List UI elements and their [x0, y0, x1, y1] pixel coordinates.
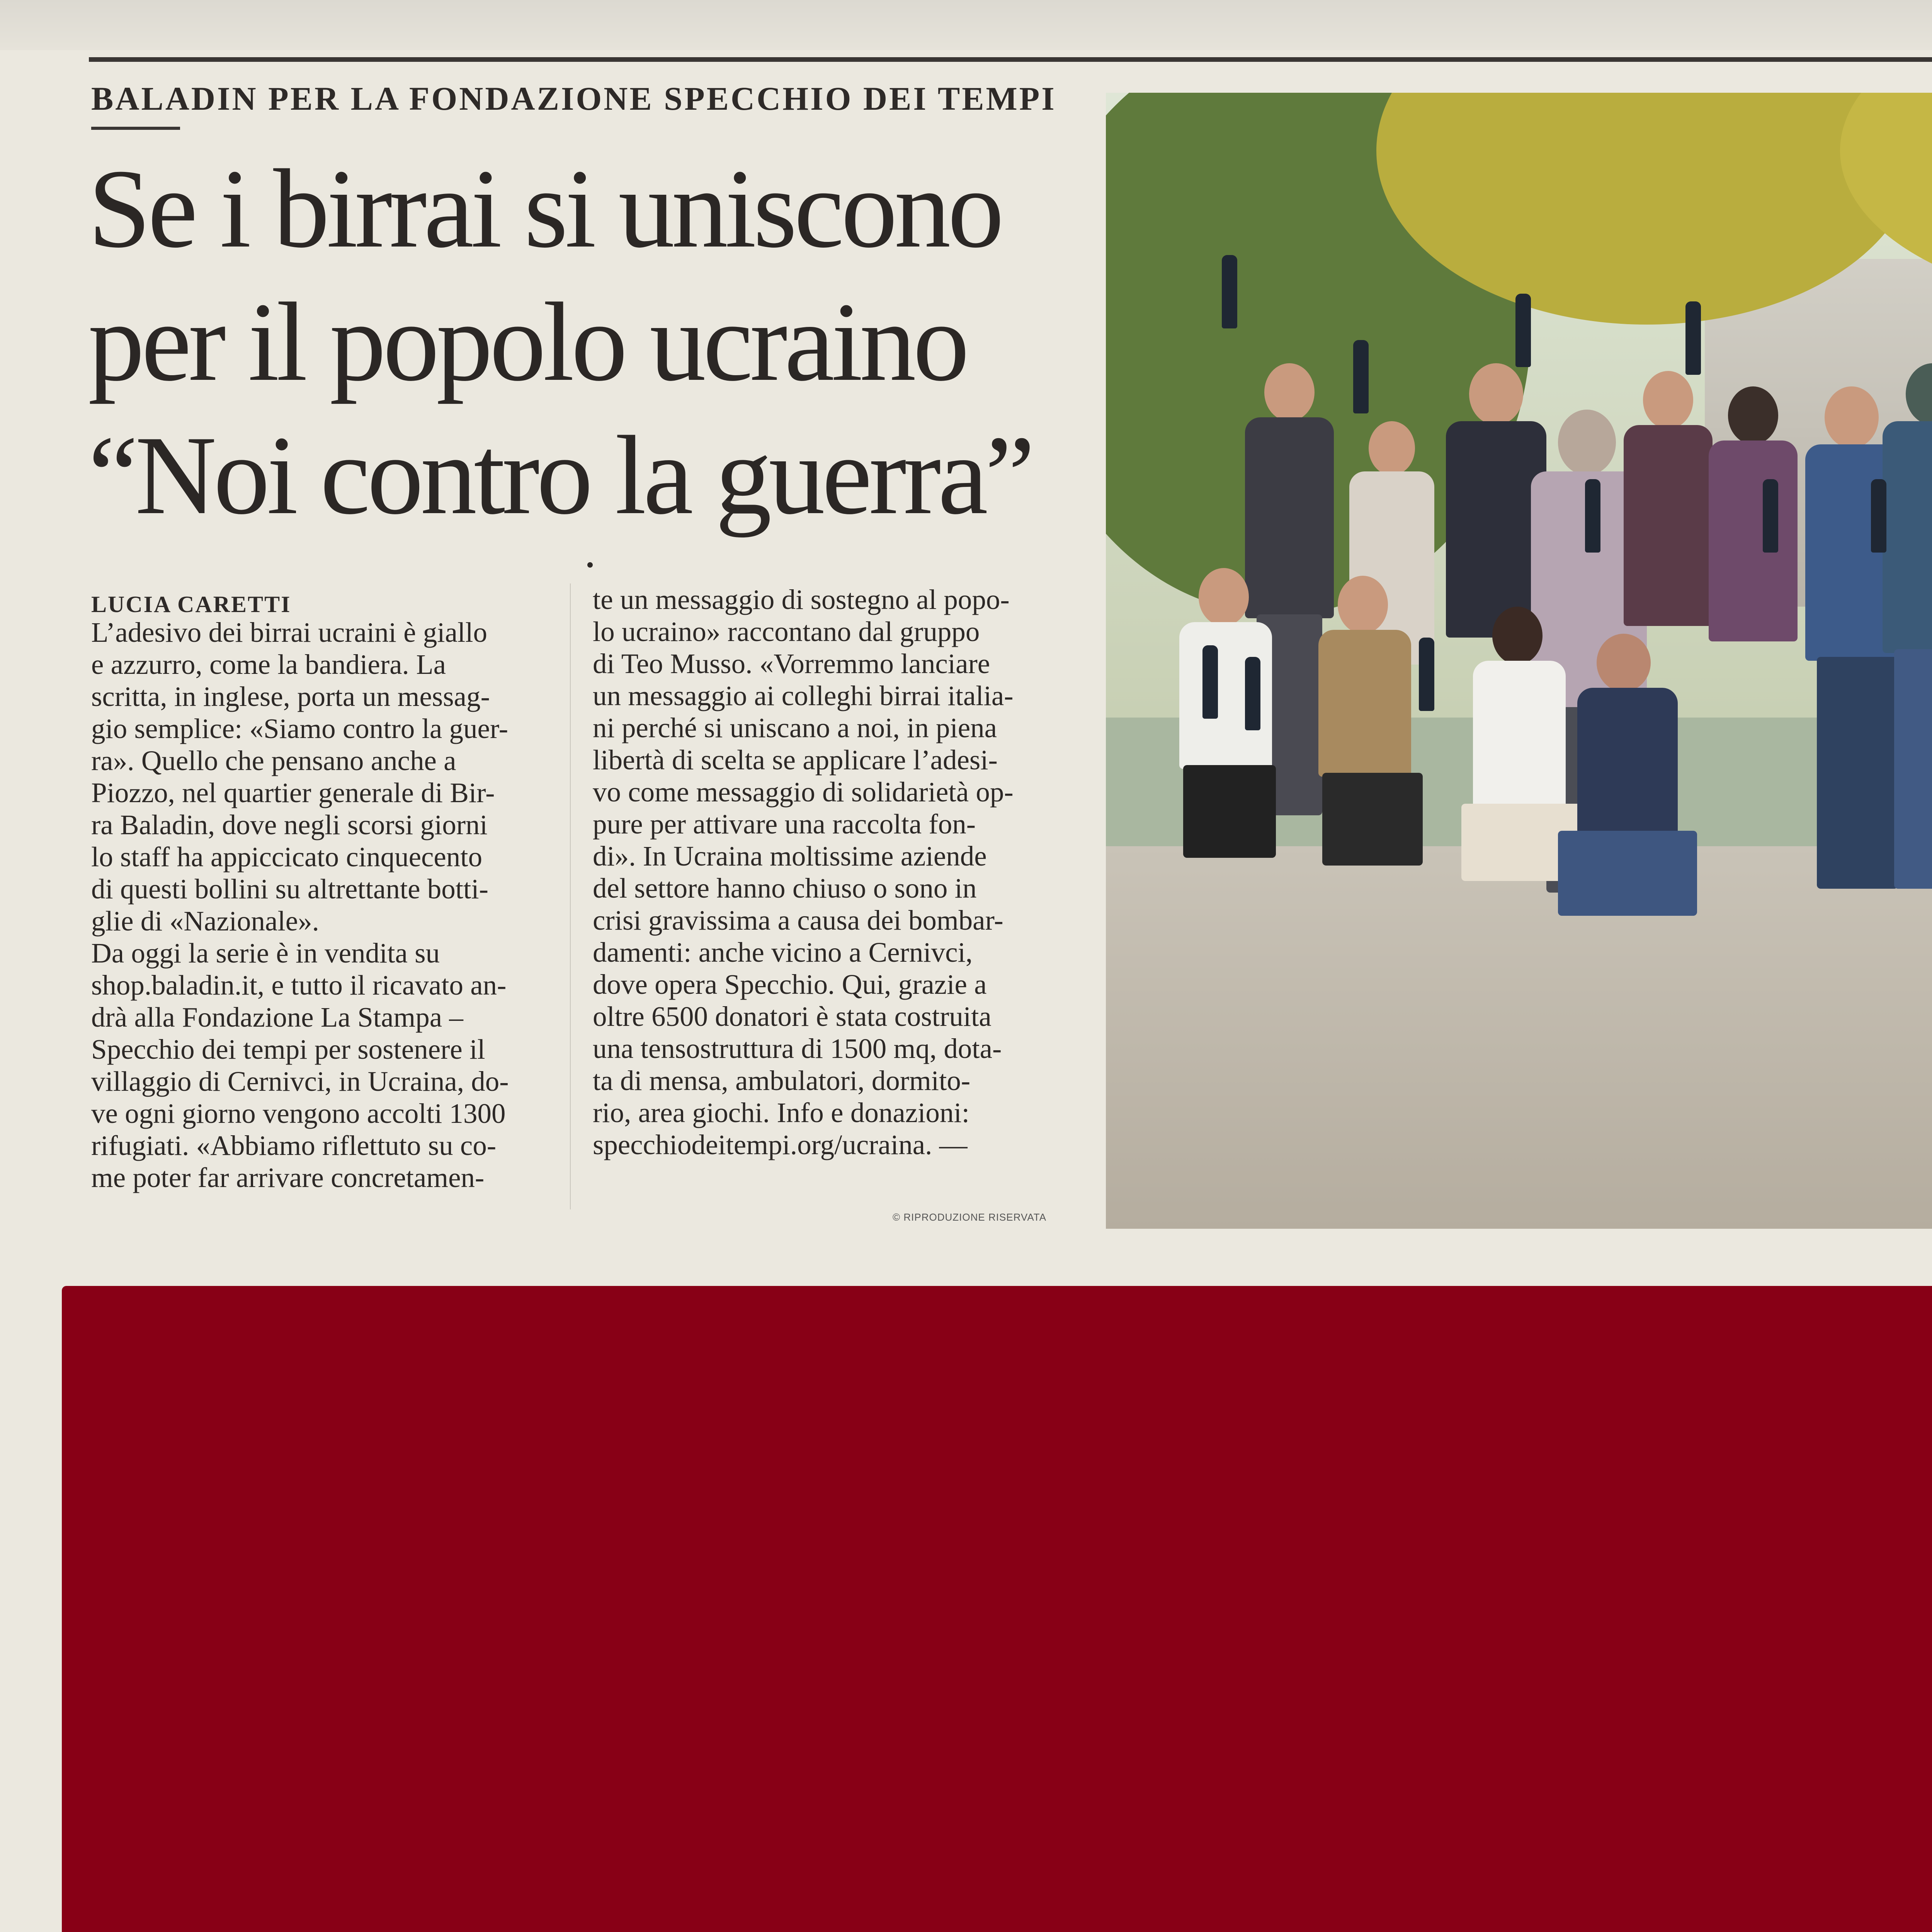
column-dot-marker — [587, 562, 593, 568]
photo-bottle — [1419, 638, 1434, 711]
photo-gravel-ground — [1106, 846, 1932, 1229]
headline-line-2: per il popolo ucraino — [88, 280, 966, 405]
advertisement-block — [62, 1286, 1932, 1932]
article-column-2: te un messaggio di sostegno al popo- lo ucraino» raccontano dal gruppo di Teo Musso. «Vorremmo lanciare un messaggio ai colleghi birrai italia- ni perché si uniscano a noi, in piena libertà di scelta se applicare l’adesi- vo come messaggio di solidarietà op- pure per attivare una raccolta fon- di». In Ucraina moltissime aziende del settore hanno chiuso o sono in crisi gravissima a causa dei bombar- damenti: anche vicino a Cernivci, dove opera Specchio. Qui, grazie a oltre 6500 donatori è stata costruita una tensostruttura di 1500 mq, dota- ta di mensa, ambulatori, dormito- rio, area giochi. Info e donazioni: specchiodeitempi.org/ucraina. — — [593, 584, 1014, 1160]
photo-bottle — [1685, 301, 1701, 375]
column-divider — [570, 583, 571, 1209]
photo-bottle — [1202, 645, 1218, 719]
photo-bottle — [1515, 294, 1531, 367]
photo-bottle — [1353, 340, 1369, 413]
photo-bottle — [1763, 479, 1778, 553]
headline-line-3: “Noi contro la guerra” — [88, 413, 1032, 538]
kicker-rule — [91, 127, 180, 130]
photo-bottle — [1585, 479, 1600, 553]
staff-group-photo — [1106, 93, 1932, 1229]
photo-bottle — [1871, 479, 1886, 553]
article-column-1: L’adesivo dei birrai ucraini è giallo e azzurro, come la bandiera. La scritta, in inglese, porta un messag- gio semplice: «Siamo contro la guer- ra». Quello che pensano anche a Piozzo, nel quartier generale di Bir- ra Baladin, dove negli scorsi giorni lo staff ha appiccicato cinquecento di questi bollini su altrettante botti- glie di «Nazionale». Da oggi la serie è in vendita su shop.baladin.it, e tutto il ricavato an- drà alla Fondazione La Stampa – Specchio dei tempi per sostenere il villaggio di Cernivci, in Ucraina, do- ve ogni giorno vengono accolti 1300 rifugiati. «Abbiamo riflettuto su co- me poter far arrivare concretamen- — [91, 617, 509, 1193]
article-headline — [88, 142, 1108, 542]
article-byline: LUCIA CARETTI — [91, 592, 291, 617]
headline-line-1: Se i birrai si uniscono — [88, 146, 1001, 271]
copyright-notice: © RIPRODUZIONE RISERVATA — [893, 1211, 1047, 1223]
top-rule — [89, 57, 1932, 62]
photo-bottle — [1222, 255, 1237, 328]
photo-bottle — [1245, 657, 1260, 730]
article-kicker: BALADIN PER LA FONDAZIONE SPECCHIO DEI TEMPI — [91, 80, 1056, 117]
bleed-through-strip — [0, 0, 1932, 50]
